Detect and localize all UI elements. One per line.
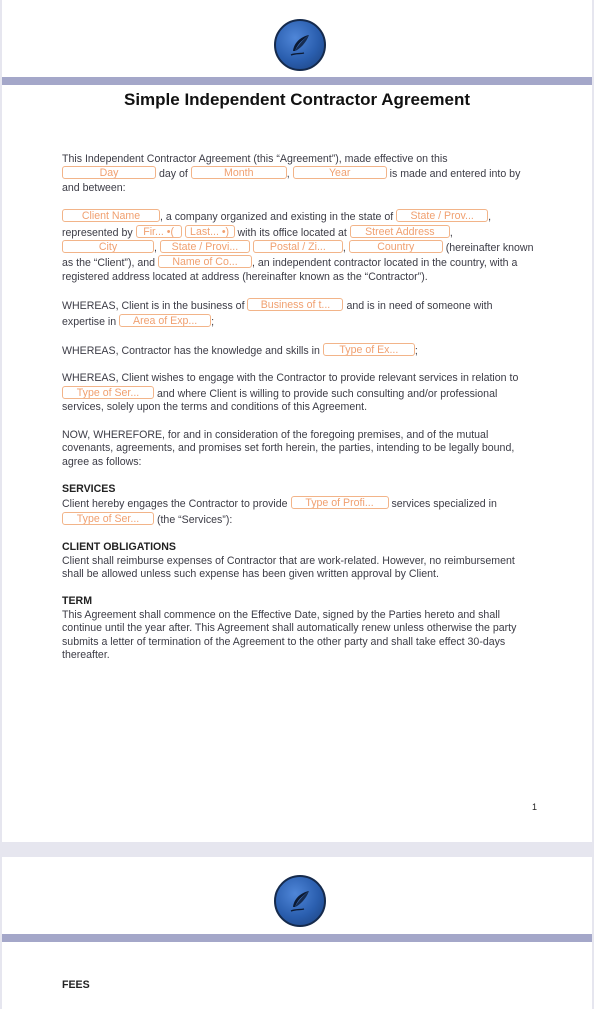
country-field[interactable]: Country bbox=[349, 240, 443, 253]
client-name-field[interactable]: Client Name bbox=[62, 209, 160, 222]
quill-logo-icon bbox=[274, 875, 326, 927]
year-field[interactable]: Year bbox=[293, 166, 387, 179]
business-field[interactable]: Business of t... bbox=[247, 298, 343, 311]
services-heading: SERVICES bbox=[62, 482, 116, 495]
type-of-expertise-field[interactable]: Type of Ex... bbox=[323, 343, 415, 356]
document-page-1 bbox=[2, 0, 592, 842]
state-province-field[interactable]: State / Provi... bbox=[160, 240, 250, 253]
contractor-name-field[interactable]: Name of Co... bbox=[158, 255, 252, 268]
document-page-2 bbox=[2, 857, 592, 1009]
term-section: TERM This Agreement shall commence on the Effective Date, signed by the Parties hereto and shall continue until the year after. This Agreement shall automatically renew unless otherwise the party submits a letter of termination of the Agreement to the other party and shall take effect 30-days thereafter. bbox=[62, 595, 517, 661]
client-state-field[interactable]: State / Prov... bbox=[396, 209, 488, 222]
quill-logo-icon bbox=[274, 19, 326, 71]
page-number: 1 bbox=[532, 802, 538, 812]
header-bar bbox=[2, 77, 592, 85]
header-bar bbox=[2, 934, 592, 942]
intro-paragraph: This Independent Contractor Agreement (this “Agreement”), made effective on this Day day of Month , Year is made and entered into by and between: bbox=[62, 153, 521, 194]
whereas-business-paragraph: WHEREAS, Client is in the business of Business of t... and is in need of someone with expertise in Area of Exp... ; bbox=[62, 299, 493, 328]
term-heading: TERM bbox=[62, 595, 93, 608]
page2-body bbox=[62, 979, 537, 992]
whereas-services-paragraph: WHEREAS, Client wishes to engage with the Contractor to provide relevant services in relation to Type of Ser... and where Client is willing to provide such consulting and/or professional services, solely upon the terms and conditions of this Agreement. bbox=[62, 372, 519, 414]
document-title: Simple Independent Contractor Agreement bbox=[123, 90, 471, 109]
day-field[interactable]: Day bbox=[62, 166, 156, 179]
services-type-field[interactable]: Type of Ser... bbox=[62, 512, 154, 525]
client-obligations-heading: CLIENT OBLIGATIONS bbox=[62, 541, 176, 554]
month-field[interactable]: Month bbox=[191, 166, 287, 179]
parties-paragraph: Client Name , a company organized and existing in the state of State / Prov... , represented by Fir... •( Last... •) with its office located at Street Address , City , State / Provi... Postal / Zi... , Country (hereinafter known as the “Client”), and Name of Co... , an independent contractor located in the country, with a registered address located at address (hereinafter known as the “Contractor”). bbox=[62, 210, 534, 283]
street-address-field[interactable]: Street Address bbox=[350, 225, 450, 238]
document-body bbox=[62, 153, 537, 676]
type-of-profession-field[interactable]: Type of Profi... bbox=[291, 496, 389, 509]
city-field[interactable]: City bbox=[62, 240, 154, 253]
last-name-field[interactable]: Last... •) bbox=[185, 225, 235, 238]
fees-heading: FEES bbox=[62, 979, 90, 991]
postal-code-field[interactable]: Postal / Zi... bbox=[253, 240, 343, 253]
now-wherefore-paragraph: NOW, WHEREFORE, for and in consideration of the foregoing premises, and of the mutual covenants, agreements, and promises set forth herein, the parties, intending to be legally bound, agree as follows: bbox=[62, 428, 515, 468]
whereas-skills-paragraph: WHEREAS, Contractor has the knowledge and skills in Type of Ex... ; bbox=[62, 344, 418, 358]
services-section: SERVICES Client hereby engages the Contractor to provide Type of Profi... services specialized in Type of Ser... (the “Services”): bbox=[62, 482, 497, 526]
type-of-service-field[interactable]: Type of Ser... bbox=[62, 386, 154, 399]
first-name-field[interactable]: Fir... •( bbox=[136, 225, 182, 238]
area-of-expertise-field[interactable]: Area of Exp... bbox=[119, 314, 211, 327]
client-obligations-section: CLIENT OBLIGATIONS Client shall reimburse expenses of Contractor that are work-related. However, no reimbursement shall be allowed unless such expense has been given written approval by Client. bbox=[62, 541, 515, 580]
